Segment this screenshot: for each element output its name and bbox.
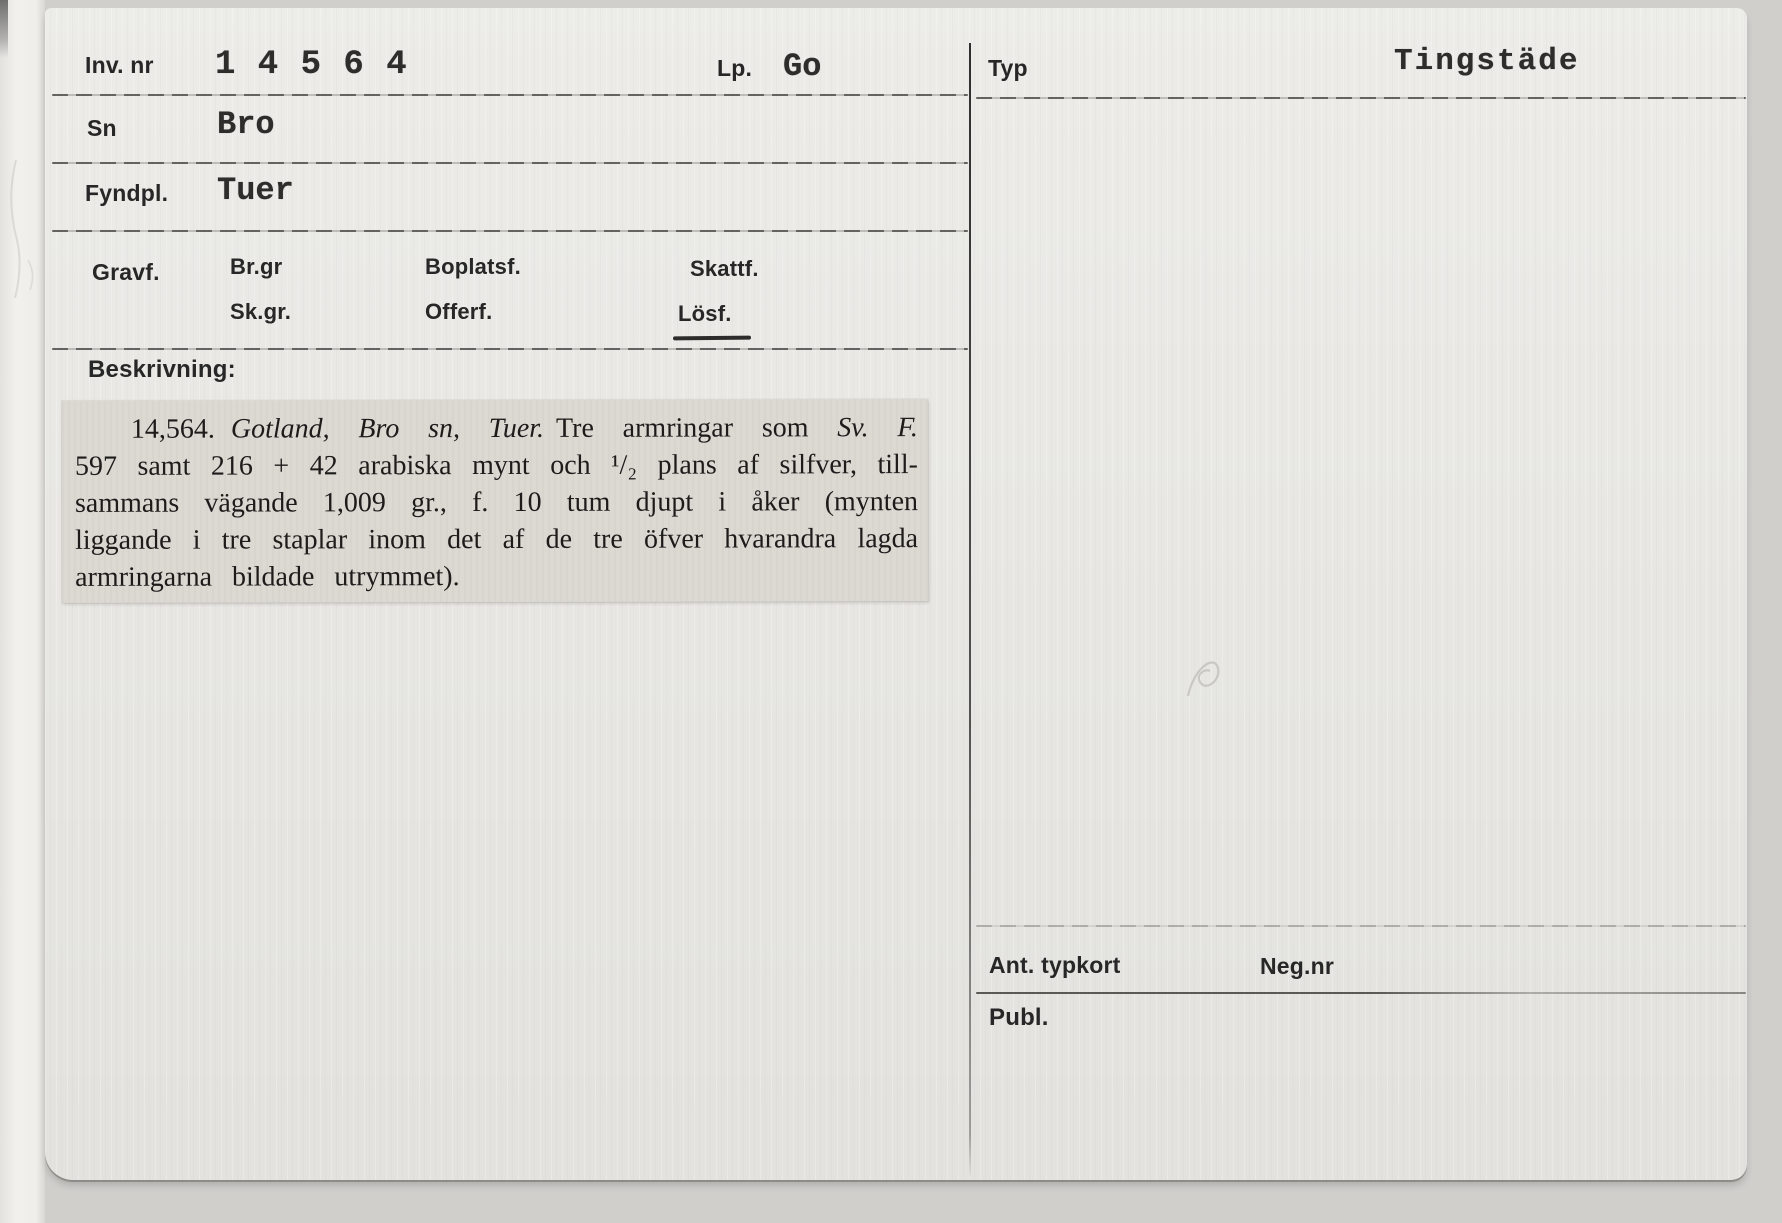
sn-value: Bro <box>217 106 275 143</box>
field-line-inv-nr <box>52 94 968 96</box>
sn-label: Sn <box>87 115 117 141</box>
clipping-line-3: sammans vägande 1,009 gr., f. 10 tum djupt i åker (mynten <box>74 486 919 519</box>
neg-nr-label: Neg.nr <box>1260 953 1335 979</box>
findtype-skgr-label: Sk.gr. <box>230 299 292 324</box>
inv-nr-label: Inv. nr <box>85 52 154 78</box>
clipping-line-4: liggande i tre staplar inom det af de tre öfver hvarandra lagda <box>75 523 919 556</box>
losf-underline-mark <box>673 336 751 341</box>
findtype-brgr-label: Br.gr <box>230 254 283 279</box>
clipping-text-segment: Tre armringar som <box>555 412 809 444</box>
pencil-squiggle-mark <box>1170 638 1240 702</box>
field-line-typ <box>976 97 1746 99</box>
typ-label: Typ <box>988 55 1028 81</box>
pencil-margin-marks <box>2 150 42 370</box>
scan-edge-shadow <box>0 0 8 58</box>
lp-value: Go <box>783 48 822 85</box>
beskrivning-label: Beskrivning: <box>88 356 236 383</box>
clipping-entry-number: 14,564. <box>130 413 215 445</box>
field-line-fyndpl <box>52 230 968 232</box>
fyndpl-value: Tuer <box>217 172 294 209</box>
inv-nr-value: 1 4 5 6 4 <box>215 46 408 84</box>
clipping-location: Gotland, Bro sn, Tuer. <box>230 412 545 445</box>
field-line-sn <box>52 162 968 164</box>
ant-typkort-label: Ant. typkort <box>989 952 1121 978</box>
clipping-line-2: 597 samt 216 + 42 arabiska mynt och ¹/₂ plans af silfver, till- <box>74 449 918 482</box>
column-divider <box>969 43 971 1180</box>
field-line-ant-typkort-top <box>976 925 1746 927</box>
publ-label: Publ. <box>989 1004 1049 1031</box>
findtype-skattf-label: Skattf. <box>690 256 759 281</box>
clipping-reference: Sv. F. <box>837 412 918 444</box>
clipping-line-1 <box>75 409 918 448</box>
typ-value: Tingstäde <box>1394 44 1580 79</box>
findtype-offerf-label: Offerf. <box>425 299 493 324</box>
field-line-gravf <box>52 348 968 350</box>
clipping-line-5: armringarna bildade utrymmet). <box>75 561 460 593</box>
gravf-label: Gravf. <box>92 259 160 285</box>
fyndpl-label: Fyndpl. <box>85 180 169 206</box>
index-card <box>45 8 1747 1180</box>
lp-label: Lp. <box>717 55 753 81</box>
newspaper-clipping <box>62 399 928 603</box>
findtype-losf-label: Lösf. <box>678 301 732 326</box>
findtype-boplatsf-label: Boplatsf. <box>425 254 521 279</box>
scanner-margin-left <box>0 0 45 1223</box>
field-line-publ-top <box>976 992 1746 994</box>
